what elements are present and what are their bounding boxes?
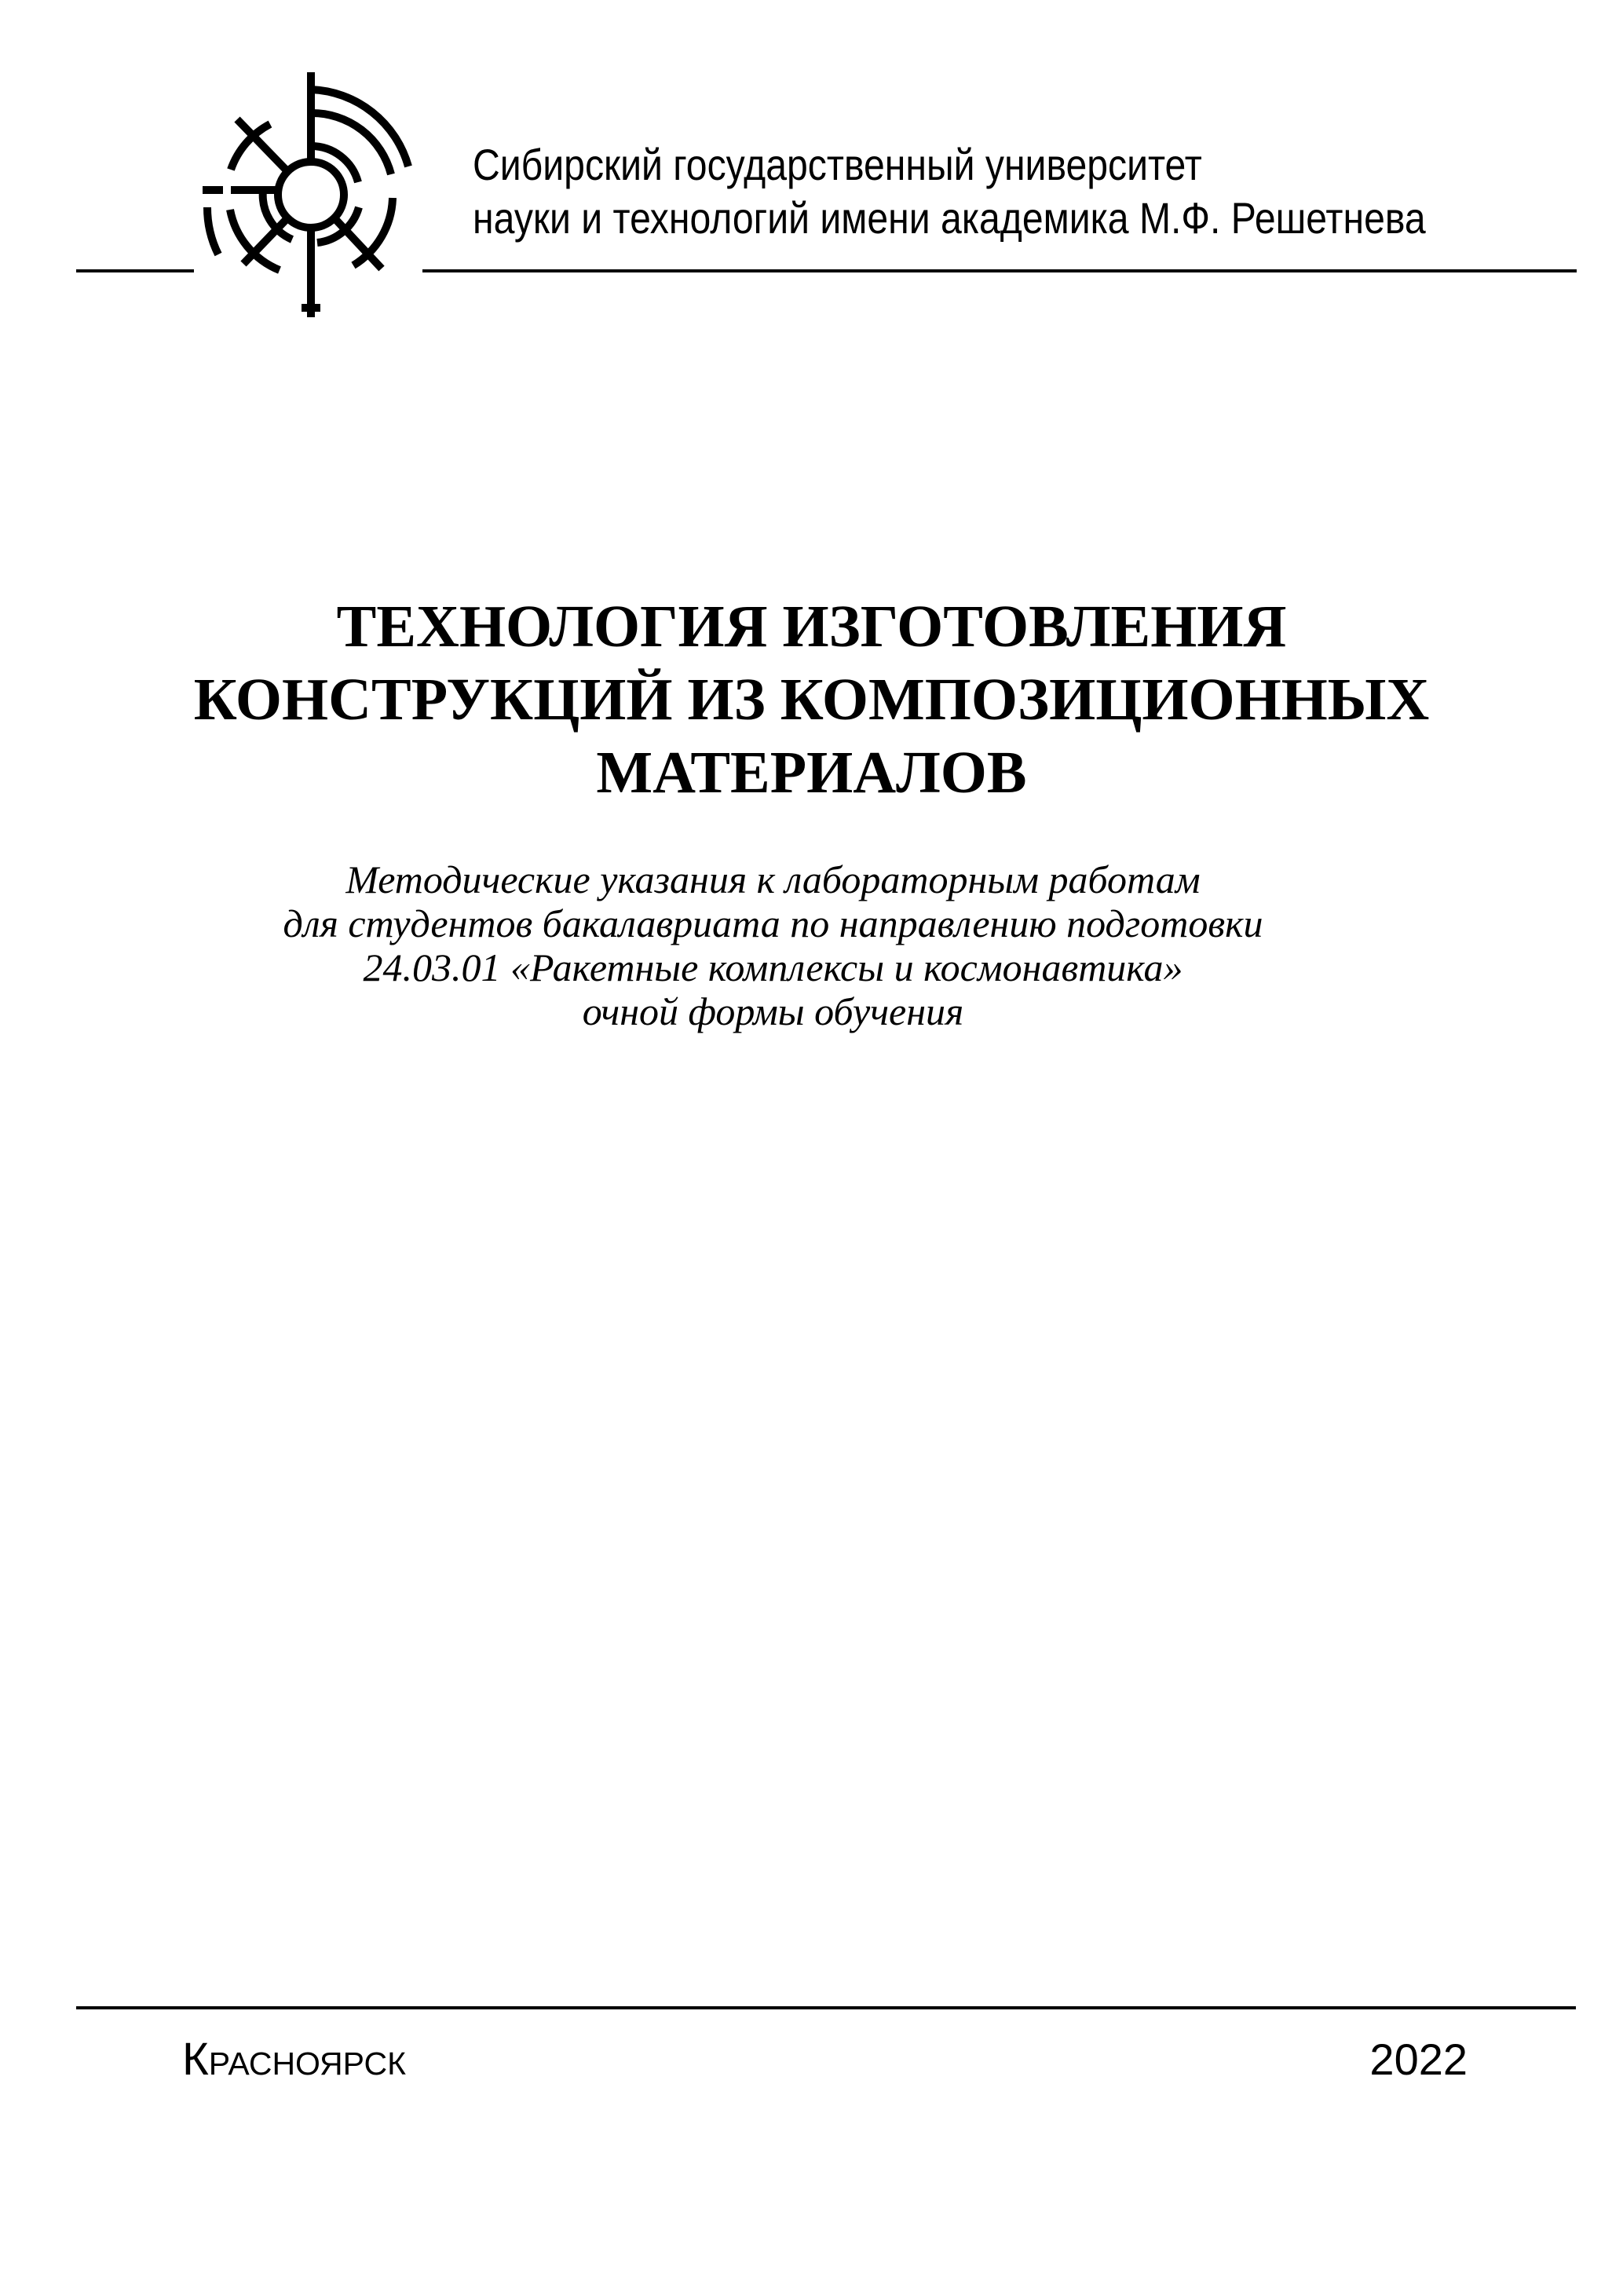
- publication-year: 2022: [1369, 2035, 1468, 2084]
- document-title-line1: ТЕХНОЛОГИЯ ИЗГОТОВЛЕНИЯ: [336, 594, 1287, 660]
- document-subtitle-line4: очной формы обучения: [582, 989, 964, 1033]
- document-title-line3: МАТЕРИАЛОВ: [596, 740, 1027, 806]
- document-subtitle-line1: Методические указания к лабораторным работам: [345, 857, 1201, 901]
- header-rule-right: [422, 269, 1577, 272]
- publication-city: Красноярск: [182, 2034, 407, 2085]
- university-emblem-icon: [192, 72, 419, 317]
- document-title-line2: КОНСТРУКЦИЙ ИЗ КОМПОЗИЦИОННЫХ: [193, 667, 1430, 733]
- header-rule-left: [76, 269, 194, 272]
- document-subtitle-line2: для студентов бакалавриата по направлению подготовки: [283, 901, 1263, 945]
- document-title: [0, 590, 1623, 810]
- university-name: [473, 138, 1431, 245]
- university-name-line2: науки и технологий имени академика М.Ф. Решетнева: [473, 193, 1426, 243]
- footer-rule: [76, 2006, 1576, 2009]
- university-name-line1: Сибирский государственный университет: [473, 140, 1202, 189]
- document-subtitle-line3: 24.03.01 «Ракетные комплексы и космонавтика»: [363, 945, 1183, 989]
- document-subtitle: [0, 857, 1623, 1033]
